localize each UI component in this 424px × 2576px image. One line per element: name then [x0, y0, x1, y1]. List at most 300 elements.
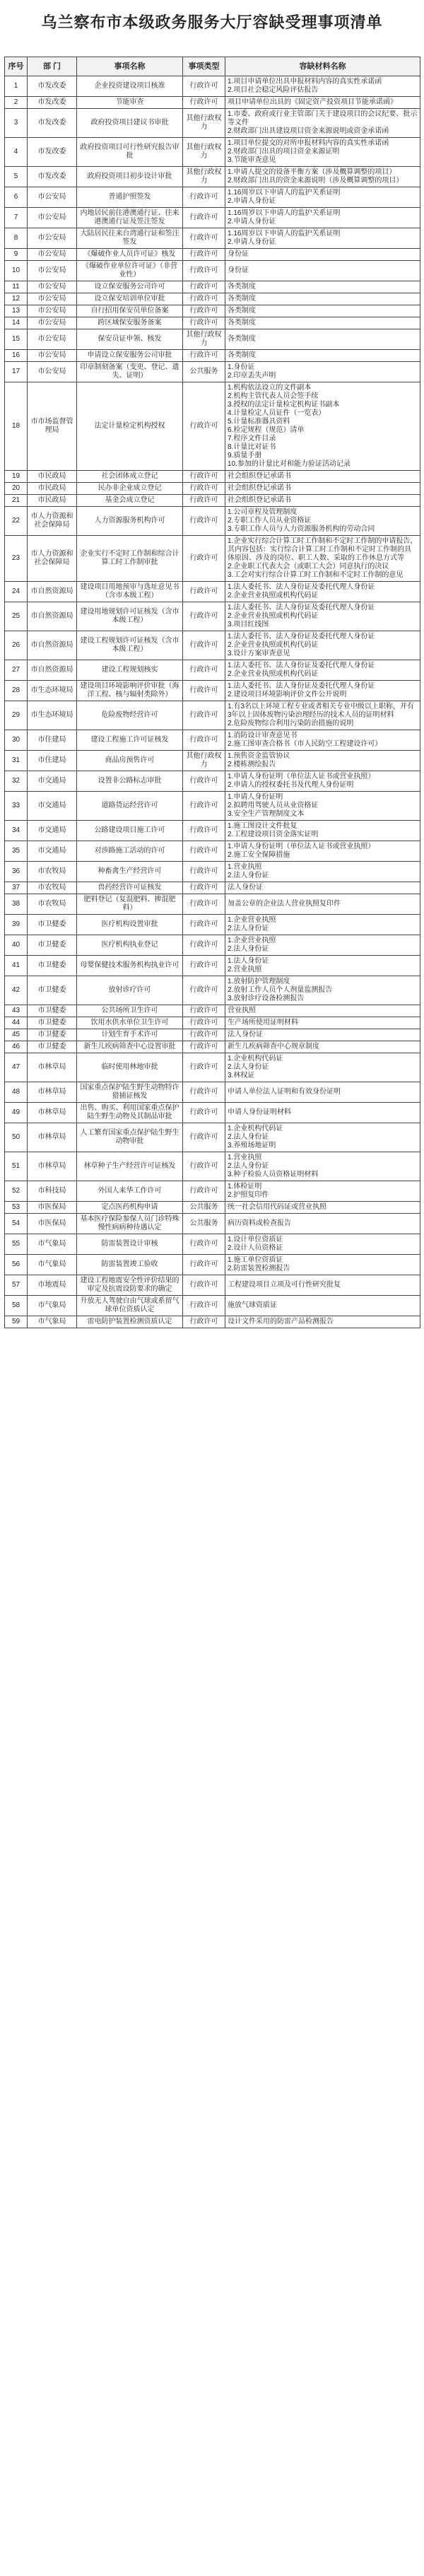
row-number: 48	[5, 1082, 28, 1103]
row-number: 2	[5, 97, 28, 109]
row-department: 市农牧局	[28, 882, 77, 894]
row-item-name: 兽药经营许可证核发	[77, 882, 183, 894]
table-container	[4, 57, 420, 1328]
row-item-type: 行政许可	[183, 1234, 225, 1255]
table-row	[5, 97, 420, 109]
row-department: 市卫健委	[28, 956, 77, 976]
row-materials: 社会组织登记承诺书	[225, 483, 420, 495]
table-row	[5, 471, 420, 483]
row-materials: 生产场所使用证明材料	[225, 1017, 420, 1029]
row-department: 市民政局	[28, 483, 77, 495]
table-row	[5, 1181, 420, 1202]
row-number: 22	[5, 507, 28, 536]
row-item-name: 政府投资项目建议书审批	[77, 109, 183, 138]
row-item-type: 行政许可	[183, 1255, 225, 1275]
row-department: 市人力资源和社会保障局	[28, 536, 77, 582]
row-materials: 1.申请人身份证明（单位法人证书或营业执照） 2.申请人的授权委托书及代理人身份证明	[225, 771, 420, 792]
row-materials: 各类制度	[225, 305, 420, 317]
row-item-type: 行政许可	[183, 660, 225, 681]
row-number: 25	[5, 602, 28, 631]
row-item-type: 行政许可	[183, 602, 225, 631]
table-row	[5, 841, 420, 862]
row-number: 59	[5, 1316, 28, 1328]
row-materials: 1.市委、政府或行业主管部门关于建设项目的会议纪要、批示等文件 2.财政部门出具建设项目资金来源说明或资金承诺函	[225, 109, 420, 138]
row-item-type: 行政许可	[183, 882, 225, 894]
table-row	[5, 507, 420, 536]
table-row	[5, 483, 420, 495]
table-row	[5, 582, 420, 602]
row-item-type: 行政许可	[183, 956, 225, 976]
row-item-type: 行政许可	[183, 1041, 225, 1053]
row-department: 市卫健委	[28, 935, 77, 956]
row-materials: 1.公司章程及管理制度 2.专职工作人员从业资格证 3.专职工作人员与人力资源服务机构的劳动合同	[225, 507, 420, 536]
row-item-type: 行政许可	[183, 382, 225, 471]
row-materials: 设计文件采用的防雷产品检测报告	[225, 1316, 420, 1328]
row-materials: 1.营业执照 2.法人身份证 3.种子检验人员资格证明材料	[225, 1152, 420, 1181]
row-materials: 申请人身份证明材料	[225, 1103, 420, 1123]
row-item-name: 民办非企业成立登记	[77, 483, 183, 495]
row-department: 市生态环境局	[28, 701, 77, 730]
row-item-name: 危险废物经营许可	[77, 701, 183, 730]
table-row	[5, 751, 420, 771]
row-materials: 申请人单位法人证明和有效身份证明	[225, 1082, 420, 1103]
row-materials: 社会组织登记承诺书	[225, 495, 420, 507]
row-item-name: 防雷装置设计审核	[77, 1234, 183, 1255]
row-item-name: 升放无人驾驶自由气球或系留气球单位资质认定	[77, 1296, 183, 1316]
row-department: 市发改委	[28, 167, 77, 187]
row-materials: 1.16周岁以下申请人的监护关系证明 2.申请人身份证	[225, 208, 420, 228]
row-item-name: 《爆破作业人员许可证》核发	[77, 249, 183, 261]
row-item-name: 定点医药机构申请	[77, 1202, 183, 1214]
row-department: 市公安局	[28, 317, 77, 329]
row-item-name: 自行招用保安员单位备案	[77, 305, 183, 317]
row-number: 53	[5, 1202, 28, 1214]
row-number: 16	[5, 350, 28, 362]
row-department: 市卫健委	[28, 1029, 77, 1041]
row-item-name: 雷电防护装置检测资质认定	[77, 1316, 183, 1328]
row-number: 17	[5, 362, 28, 382]
row-number: 10	[5, 261, 28, 281]
table-body	[5, 76, 420, 1328]
row-materials: 1.机构依法设立的文件副本 2.机构主管代表人员会签手续 3.授权的法定计量检定机构证书副本 4.计量检定人员证件（一览表） 5.计量标准器具资料 6.检定规程（规范）清单 7.程序文件目录 8.计量比对证书 9.质量手册 10.参加的计量比对和能力验证活动记录	[225, 382, 420, 471]
row-materials: 营业执照	[225, 1005, 420, 1017]
row-materials: 1.设计单位资质证 2.设计人员资格证	[225, 1234, 420, 1255]
table-row	[5, 771, 420, 792]
row-department: 市林草局	[28, 1103, 77, 1123]
row-number: 26	[5, 631, 28, 660]
row-item-type: 行政许可	[183, 1296, 225, 1316]
row-department: 市卫健委	[28, 1005, 77, 1017]
table-row	[5, 1202, 420, 1214]
row-department: 市卫健委	[28, 915, 77, 935]
row-materials: 各类制度	[225, 293, 420, 305]
header-materials: 容缺材料名称	[225, 57, 420, 76]
row-item-name: 建设工程施工许可证核发	[77, 730, 183, 751]
row-item-type: 行政许可	[183, 1103, 225, 1123]
row-item-name: 种畜禽生产经营许可	[77, 862, 183, 882]
row-materials: 1.企业营业执照 2.法人身份证	[225, 915, 420, 935]
row-item-type: 行政许可	[183, 281, 225, 293]
table-row	[5, 882, 420, 894]
row-item-type: 行政许可	[183, 894, 225, 915]
row-department: 市气象局	[28, 1255, 77, 1275]
row-materials: 各类制度	[225, 281, 420, 293]
table-row	[5, 976, 420, 1005]
table-row	[5, 935, 420, 956]
row-item-name: 基本医疗保险参保人员门诊特殊慢性病病种待遇认定	[77, 1214, 183, 1234]
row-department: 市公安局	[28, 350, 77, 362]
row-item-name: 建设工程规划许可证核发（含市本级工程）	[77, 631, 183, 660]
row-item-type: 公共服务	[183, 1202, 225, 1214]
row-department: 市公安局	[28, 305, 77, 317]
row-item-type: 其他行政权力	[183, 138, 225, 167]
row-number: 46	[5, 1041, 28, 1053]
table-row	[5, 1255, 420, 1275]
table-row	[5, 1234, 420, 1255]
row-materials: 1.消防设计审查意见书 2.施工图审查合格书（市人民防空工程建设许可）	[225, 730, 420, 751]
row-item-type: 行政许可	[183, 821, 225, 841]
row-materials: 1.法人委托书、法人身份证及委托代理人身份证 2.企业营业执照或机构代码证 3.项目红线图	[225, 602, 420, 631]
row-number: 27	[5, 660, 28, 681]
row-department: 市卫健委	[28, 976, 77, 1005]
row-item-name: 对涉路施工活动的许可	[77, 841, 183, 862]
row-department: 市发改委	[28, 138, 77, 167]
row-item-name: 社会团体成立登记	[77, 471, 183, 483]
row-materials: 社会组织登记承诺书	[225, 471, 420, 483]
row-item-name: 公路建设项目施工许可	[77, 821, 183, 841]
row-materials: 1.法人委托书、法人身份证及委托代理人身份证 2.企业营业执照或机构代码证	[225, 660, 420, 681]
row-item-type: 行政许可	[183, 187, 225, 208]
row-number: 5	[5, 167, 28, 187]
row-item-type: 行政许可	[183, 495, 225, 507]
table-row	[5, 1123, 420, 1152]
header-no: 序号	[5, 57, 28, 76]
table-row	[5, 317, 420, 329]
row-number: 13	[5, 305, 28, 317]
table-row	[5, 249, 420, 261]
row-item-name: 医疗机构设置审批	[77, 915, 183, 935]
row-item-type: 行政许可	[183, 507, 225, 536]
row-materials: 1.项目单位提交的对所申报材料内容的真实性承诺函 2.财政部门出具的项目资金来源证明 3.节能审查意见	[225, 138, 420, 167]
row-number: 15	[5, 329, 28, 350]
row-item-type: 行政许可	[183, 293, 225, 305]
row-number: 32	[5, 771, 28, 792]
row-materials: 统一社会信用代码证或营业执照	[225, 1202, 420, 1214]
row-number: 51	[5, 1152, 28, 1181]
row-number: 56	[5, 1255, 28, 1275]
row-materials: 1.放射防护管理制度 2.放射工作人员个人剂量监测报告 3.放射诊疗设备检测报告	[225, 976, 420, 1005]
row-materials: 1.施工图设计文件批复 2.工程建设项目资金落实证明	[225, 821, 420, 841]
table-row	[5, 862, 420, 882]
row-number: 19	[5, 471, 28, 483]
row-department: 市发改委	[28, 76, 77, 97]
row-number: 38	[5, 894, 28, 915]
row-item-name: 内地居民前往港澳通行证、往来港澳通行证及签注签发	[77, 208, 183, 228]
row-item-name: 保安员证申领、核发	[77, 329, 183, 350]
row-item-type: 行政许可	[183, 862, 225, 882]
table-row	[5, 305, 420, 317]
row-materials: 各类制度	[225, 350, 420, 362]
table-row	[5, 915, 420, 935]
row-item-type: 其他行政权力	[183, 167, 225, 187]
row-department: 市交通局	[28, 771, 77, 792]
row-materials: 1.法人委托书、法人身份证及委托代理人身份证 2.建设项目环境影响评价文件公开说明	[225, 681, 420, 701]
table-row	[5, 382, 420, 471]
row-materials: 1.身份证 2.印章丢失声明	[225, 362, 420, 382]
table-row	[5, 228, 420, 249]
row-item-type: 行政许可	[183, 350, 225, 362]
row-number: 4	[5, 138, 28, 167]
row-number: 7	[5, 208, 28, 228]
row-materials: 身份证	[225, 261, 420, 281]
row-item-type: 行政许可	[183, 471, 225, 483]
row-materials: 1.企业营业执照 2.法人身份证	[225, 935, 420, 956]
row-item-type: 行政许可	[183, 681, 225, 701]
row-department: 市农牧局	[28, 862, 77, 882]
row-item-name: 建设工程规划核实	[77, 660, 183, 681]
row-item-type: 行政许可	[183, 771, 225, 792]
row-number: 18	[5, 382, 28, 471]
row-number: 6	[5, 187, 28, 208]
row-item-name: 法定计量检定机构授权	[77, 382, 183, 471]
row-item-name: 基金会成立登记	[77, 495, 183, 507]
row-item-type: 行政许可	[183, 261, 225, 281]
row-department: 市交通局	[28, 841, 77, 862]
row-item-type: 行政许可	[183, 976, 225, 1005]
row-department: 市气象局	[28, 1296, 77, 1316]
table-row	[5, 730, 420, 751]
row-item-name: 建设工程地震安全性评价结果的审定及抗震设防要求的确定	[77, 1275, 183, 1296]
table-row	[5, 167, 420, 187]
row-department: 市气象局	[28, 1234, 77, 1255]
row-materials: 1.法人委托书、法人身份证及委托代理人身份证 2.企业营业执照或机构代码证 3.设计方案审查意见	[225, 631, 420, 660]
row-number: 42	[5, 976, 28, 1005]
row-department: 市农牧局	[28, 894, 77, 915]
row-materials: 1.申请人身份证明（单位法人证书或营业执照） 2.施工安全保障措施	[225, 841, 420, 862]
row-department: 市科技局	[28, 1181, 77, 1202]
row-number: 49	[5, 1103, 28, 1123]
row-item-type: 行政许可	[183, 1029, 225, 1041]
row-number: 11	[5, 281, 28, 293]
row-department: 市公安局	[28, 249, 77, 261]
row-materials: 1.申请人提交的设备平衡方案（涉及概算调整的项目） 2.财政部门出具的资金来源说明（涉及概算调整的项目）	[225, 167, 420, 187]
row-number: 40	[5, 935, 28, 956]
row-number: 21	[5, 495, 28, 507]
row-department: 市公安局	[28, 281, 77, 293]
row-number: 43	[5, 1005, 28, 1017]
row-item-type: 行政许可	[183, 582, 225, 602]
row-item-name: 建设项目环境影响评价审批（海洋工程、核与辐射类除外）	[77, 681, 183, 701]
row-number: 3	[5, 109, 28, 138]
row-item-name: 公共场所卫生许可	[77, 1005, 183, 1017]
row-item-type: 行政许可	[183, 1181, 225, 1202]
row-department: 市交通局	[28, 821, 77, 841]
items-table	[4, 57, 420, 1328]
row-materials: 1.有3名以上环境工程专业或者相关专业中级以上职称，并有3年以上固体废物污染治理经历的技术人员的证明材料 2.危险废物综合利用污染防治措施的说明	[225, 701, 420, 730]
row-number: 36	[5, 862, 28, 882]
row-department: 市自然资源局	[28, 582, 77, 602]
row-materials: 1.法人身份证 2.营业执照	[225, 956, 420, 976]
row-item-name: 商品房预售许可	[77, 751, 183, 771]
table-row	[5, 1275, 420, 1296]
row-item-name: 放射诊疗许可	[77, 976, 183, 1005]
row-item-type: 行政许可	[183, 915, 225, 935]
row-number: 9	[5, 249, 28, 261]
row-number: 35	[5, 841, 28, 862]
row-item-type: 行政许可	[183, 1017, 225, 1029]
table-row	[5, 109, 420, 138]
table-row	[5, 1017, 420, 1029]
row-number: 39	[5, 915, 28, 935]
table-row	[5, 1103, 420, 1123]
row-item-type: 行政许可	[183, 536, 225, 582]
table-row	[5, 1053, 420, 1082]
row-item-name: 普通护照签发	[77, 187, 183, 208]
row-number: 33	[5, 792, 28, 821]
row-item-type: 行政许可	[183, 1053, 225, 1082]
table-row	[5, 701, 420, 730]
row-item-name: 医疗机构执业登记	[77, 935, 183, 956]
row-number: 34	[5, 821, 28, 841]
table-row	[5, 956, 420, 976]
row-item-name: 计划生育手术许可	[77, 1029, 183, 1041]
row-number: 41	[5, 956, 28, 976]
row-materials: 身份证	[225, 249, 420, 261]
row-materials: 1.法人委托书、法人身份证及委托代理人身份证 2.企业营业执照或机构代码证	[225, 582, 420, 602]
row-department: 市公安局	[28, 208, 77, 228]
row-item-name: 跨区域保安服务备案	[77, 317, 183, 329]
row-department: 市公安局	[28, 228, 77, 249]
row-item-name: 出售、购买、利用国家重点保护陆生野生动物及其制品审批	[77, 1103, 183, 1123]
row-item-type: 行政许可	[183, 249, 225, 261]
row-department: 市气象局	[28, 1316, 77, 1328]
row-materials: 1.项目申请单位出具申报材料内容的真实性承诺函 2.项目社会稳定风险评估报告	[225, 76, 420, 97]
row-item-type: 公共服务	[183, 362, 225, 382]
row-number: 31	[5, 751, 28, 771]
row-department: 市医保局	[28, 1214, 77, 1234]
table-row	[5, 1041, 420, 1053]
table-row	[5, 660, 420, 681]
row-department: 市民政局	[28, 471, 77, 483]
row-item-name: 临时使用林地审批	[77, 1053, 183, 1082]
row-department: 市自然资源局	[28, 631, 77, 660]
row-number: 14	[5, 317, 28, 329]
row-item-name: 道路货运经营许可	[77, 792, 183, 821]
row-materials: 1.企业实行综合计算工时工作制和不定时工作制的申请报告，其内容包括：实行综合计算工时工作制和不定时工作制的具体原因、涉及的岗位、职工人数、采取的工作休息方式等 2.企业职工代表大会（或职工大会）同意执行的决议 3.工会对实行综合计算工时工作制和不定时工作制的意见	[225, 536, 420, 582]
header-name: 事项名称	[77, 57, 183, 76]
row-item-type: 行政许可	[183, 730, 225, 751]
row-item-name: 《爆破作业单位许可证》（非营业性）	[77, 261, 183, 281]
table-row	[5, 631, 420, 660]
row-number: 1	[5, 76, 28, 97]
row-number: 12	[5, 293, 28, 305]
row-number: 24	[5, 582, 28, 602]
row-item-name: 大陆居民往来台湾通行证和签注签发	[77, 228, 183, 249]
row-item-name: 母婴保健技术服务机构执业许可	[77, 956, 183, 976]
row-department: 市公安局	[28, 261, 77, 281]
row-number: 55	[5, 1234, 28, 1255]
table-row	[5, 329, 420, 350]
row-department: 市公安局	[28, 329, 77, 350]
table-row	[5, 1316, 420, 1328]
row-materials: 法人身份证	[225, 1029, 420, 1041]
table-row	[5, 1296, 420, 1316]
row-materials: 1.营业执照 2.法人身份证	[225, 862, 420, 882]
row-materials: 各类制度	[225, 317, 420, 329]
row-item-name: 人工繁育国家重点保护陆生野生动物审批	[77, 1123, 183, 1152]
row-number: 23	[5, 536, 28, 582]
row-item-name: 申请设立保安服务公司审批	[77, 350, 183, 362]
table-row	[5, 681, 420, 701]
table-row	[5, 792, 420, 821]
row-department: 市生态环境局	[28, 681, 77, 701]
row-department: 市住建局	[28, 751, 77, 771]
row-number: 58	[5, 1296, 28, 1316]
row-department: 市自然资源局	[28, 660, 77, 681]
row-department: 市自然资源局	[28, 602, 77, 631]
row-item-type: 其他行政权力	[183, 329, 225, 350]
row-item-name: 企业投资建设项目核准	[77, 76, 183, 97]
row-number: 57	[5, 1275, 28, 1296]
row-department: 市林草局	[28, 1053, 77, 1082]
row-materials: 项目申请单位出具的《固定资产投资项目节能承诺函》	[225, 97, 420, 109]
row-item-type: 行政许可	[183, 1316, 225, 1328]
row-item-type: 行政许可	[183, 631, 225, 660]
row-materials: 加盖公章的企业法人营业执照复印件	[225, 894, 420, 915]
row-number: 45	[5, 1029, 28, 1041]
row-materials: 1.施工单位资质证 2.防雷装置检测报告	[225, 1255, 420, 1275]
table-row	[5, 1029, 420, 1041]
row-department: 市林草局	[28, 1123, 77, 1152]
row-item-name: 防雷装置竣工验收	[77, 1255, 183, 1275]
table-row	[5, 362, 420, 382]
row-item-type: 其他行政权力	[183, 109, 225, 138]
row-number: 37	[5, 882, 28, 894]
table-row	[5, 293, 420, 305]
row-number: 20	[5, 483, 28, 495]
row-item-type: 行政许可	[183, 792, 225, 821]
row-item-type: 公共服务	[183, 1214, 225, 1234]
row-department: 市卫健委	[28, 1017, 77, 1029]
row-department: 市发改委	[28, 97, 77, 109]
row-number: 29	[5, 701, 28, 730]
row-materials: 1.16周岁以下申请人的监护关系证明 2.申请人身份证	[225, 228, 420, 249]
header-type: 事项类型	[183, 57, 225, 76]
table-row	[5, 894, 420, 915]
table-row	[5, 1214, 420, 1234]
row-item-type: 其他行政权力	[183, 751, 225, 771]
table-row	[5, 602, 420, 631]
row-item-type: 行政许可	[183, 317, 225, 329]
table-header-row	[5, 57, 420, 76]
row-item-type: 行政许可	[183, 841, 225, 862]
row-materials: 1.16周岁以下申请人的监护关系证明 2.申请人身份证	[225, 187, 420, 208]
row-item-name: 林草种子生产经营许可证核发	[77, 1152, 183, 1181]
table-row	[5, 76, 420, 97]
table-row	[5, 208, 420, 228]
table-row	[5, 138, 420, 167]
row-item-type: 行政许可	[183, 1275, 225, 1296]
row-department: 市林草局	[28, 1152, 77, 1181]
row-materials: 1.企业机构代码证 2.法人身份证 3.养殖场地证明	[225, 1123, 420, 1152]
row-materials: 1.体检证明 2.护照复印件	[225, 1181, 420, 1202]
row-item-name: 设置非公路标志审批	[77, 771, 183, 792]
row-number: 30	[5, 730, 28, 751]
row-item-name: 设立保安服务公司许可	[77, 281, 183, 293]
row-materials: 1.申请人身份证明 2.拟聘用驾驶人员从业资格证 3.安全生产管理制度文本	[225, 792, 420, 821]
row-item-type: 行政许可	[183, 228, 225, 249]
row-item-type: 行政许可	[183, 1005, 225, 1017]
